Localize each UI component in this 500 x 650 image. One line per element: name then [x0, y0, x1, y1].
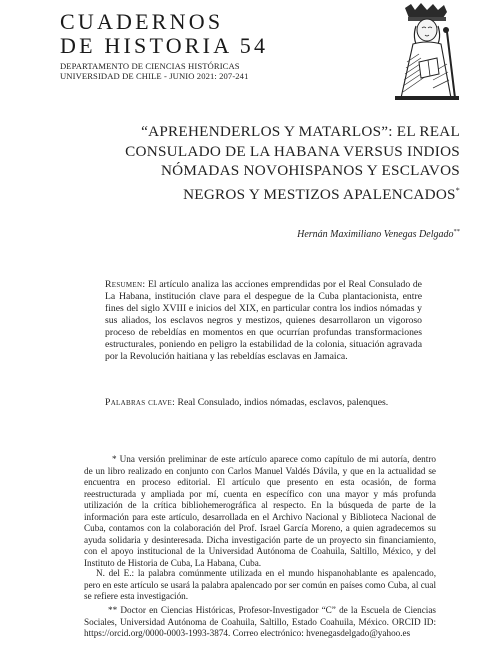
abstract-label: Resumen:	[105, 279, 146, 290]
footnote-2-text: Doctor en Ciencias Históricas, Profesor-Investigador “C” de la Escuela de Ciencias Sociales, Universidad Autónoma de Coahuila, Saltillo, Estado Coahuila, México. ORCID ID: https://orcid.org/0000-0003-1993-3874. Correo electrónico: hvenegasdelgado@yahoo.es	[84, 605, 436, 638]
editor-note: N. del E.: la palabra comúnmente utilizada en el mundo hispanohablante es apalencado, pero en este artículo se usará la palabra apalencado por ser común en países como Cuba, al cual se refiere esta investigación.	[84, 568, 436, 601]
footnote-1-text: Una versión preliminar de este artículo aparece como capítulo de mi autoría, dentro de un libro realizado en conjunto con Carlos Manuel Valdés Dávila, y que en la actualidad se encuentra en proceso editorial. El artículo que presento en esta ocasión, de forma reestructurada y ampliada por mí, cuenta en específico con una mayor y más profunda utilización de la crítica bibliohemerográfica al respecto. En la búsqueda de parte de la información para este artículo, desarrollada en el Archivo Nacional y Biblioteca Nacional de Cuba, contamos con la colaboración del Prof. Israel García Moreno, a quien agradecemos su ayuda solidaria y desinteresada. Dicha investigación parte de un proyecto sin financiamiento, con el apoyo institucional de la Universidad Autónoma de Coahuila, Saltillo, México, y del Instituto de Historia de Cuba, La Habana, Cuba.	[84, 454, 436, 568]
keywords-text: Real Consulado, indios nómadas, esclavos, palenques.	[175, 397, 389, 408]
abstract-text: El artículo analiza las acciones emprendidas por el Real Consulado de La Habana, institución clave para el despegue de la Cuba plantacionista, entre fines del siglo XVIII e inicios del XIX, en particular contra los indios nómadas y sus aliados, los esclavos negros y mestizos, quienes desarrollaron un vigoroso proceso de rebeldías en momentos en que ocurrían profundas transformaciones estructurales, poniendo en peligro la estabilidad de la colonia, situación agravada por la Revolución haitiana y las rebeldías esclavas en Jamaica.	[105, 279, 422, 362]
author-name: Hernán Maximiliano Venegas Delgado	[297, 229, 454, 240]
title-line-1: “APREHENDERLOS Y MATARLOS”: EL REAL	[141, 123, 460, 140]
journal-issue: DE HISTORIA 54	[60, 33, 269, 58]
university-issue-info: UNIVERSIDAD DE CHILE - JUNIO 2021: 207-241	[60, 71, 249, 81]
article-title	[60, 122, 460, 204]
department-name: DEPARTAMENTO DE CIENCIAS HISTÓRICAS	[60, 61, 240, 71]
journal-header	[60, 6, 480, 102]
keywords-label: Palabras clave:	[105, 397, 176, 408]
title-line-4: NEGROS Y MESTIZOS APALENCADOS	[183, 185, 456, 203]
footnote-1-mark: *	[112, 454, 117, 464]
footnote-2	[84, 605, 436, 640]
footnote-2-mark: **	[108, 605, 118, 615]
author-line	[297, 228, 460, 240]
title-line-3: NÓMADAS NOVOHISPANOS Y ESCLAVOS	[160, 162, 460, 179]
author-footnote-mark: **	[453, 228, 460, 235]
journal-title: CUADERNOS	[60, 9, 224, 34]
keywords	[105, 397, 422, 409]
abstract	[105, 279, 422, 363]
footnote-1	[84, 454, 436, 569]
scribe-emblem-icon	[375, 2, 479, 102]
title-line-2: CONSULADO DE LA HABANA VERSUS INDIOS	[125, 142, 460, 160]
title-footnote-mark: *	[455, 185, 460, 195]
